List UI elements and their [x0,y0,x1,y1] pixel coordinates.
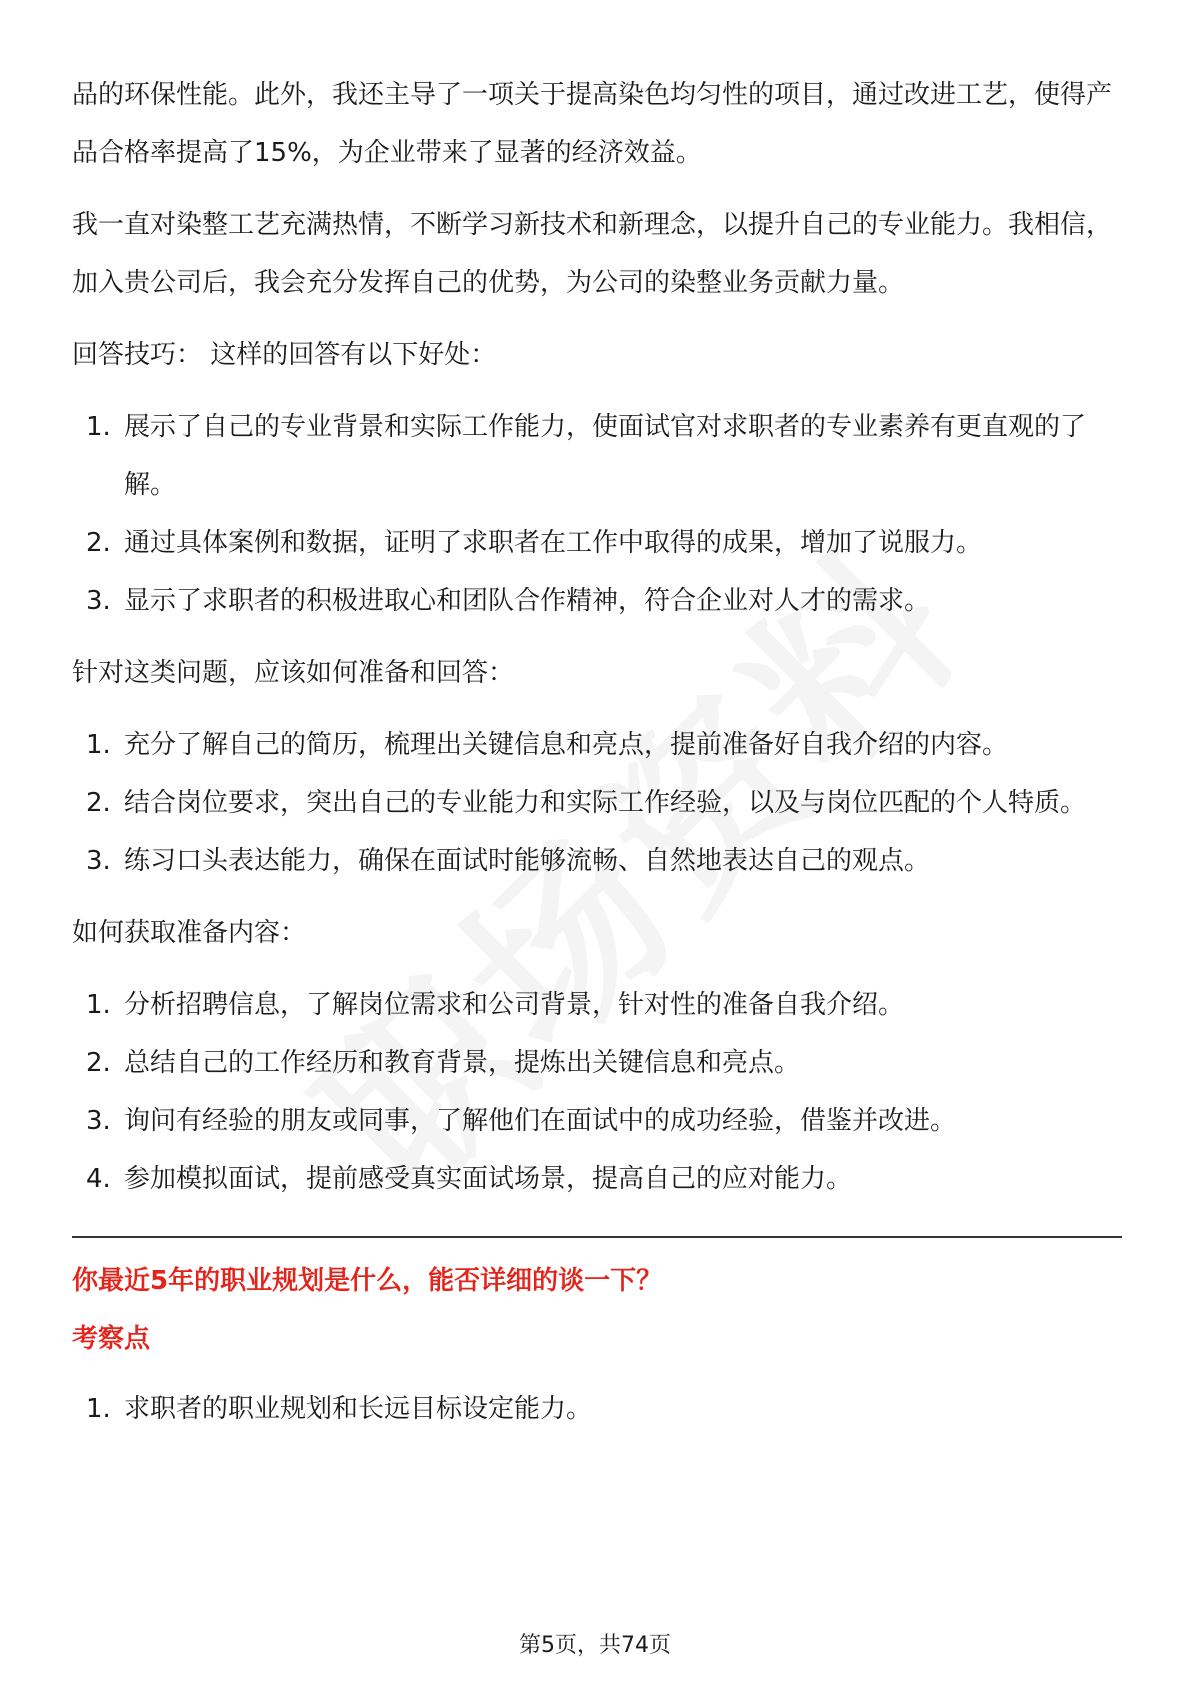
list-item: 1. 求职者的职业规划和长远目标设定能力。 [86,1394,593,1424]
obtain-heading: 如何获取准备内容： [72,918,307,948]
paragraph-intro-end: 品的环保性能。此外，我还主导了一项关于提高染色均匀性的项目，通过改进工艺，使得产品合格率提高了15%，为企业带来了显著的经济效益。 [72,80,1113,168]
paragraph-passion: 我一直对染整工艺充满热情，不断学习新技术和新理念，以提升自己的专业能力。我相信，加入贵公司后，我会充分发挥自己的优势，为公司的染整业务贡献力量。 [72,210,1113,298]
list-item: 2. 总结自己的工作经历和教育背景，提炼出关键信息和亮点。 [86,1048,801,1078]
list-item: 3. 显示了求职者的积极进取心和团队合作精神，符合企业对人才的需求。 [86,586,931,616]
page-content [72,66,1122,1438]
list-item: 1. 分析招聘信息，了解岗位需求和公司背景，针对性的准备自我介绍。 [86,990,905,1020]
list-item: 2. 结合岗位要求，突出自己的专业能力和实际工作经验，以及与岗位匹配的个人特质。 [86,788,1087,818]
list-item: 2. 通过具体案例和数据，证明了求职者在工作中取得的成果，增加了说服力。 [86,528,983,558]
list-item: 3. 练习口头表达能力，确保在面试时能够流畅、自然地表达自己的观点。 [86,846,931,876]
page-number: 第5页，共74页 [519,1633,671,1658]
obtain-list [72,976,1122,1208]
prepare-list [72,716,1122,890]
list-item: 1. 充分了解自己的简历，梳理出关键信息和亮点，提前准备好自我介绍的内容。 [86,730,1009,760]
prepare-heading: 针对这类问题，应该如何准备和回答： [72,658,515,688]
focus-heading: 考察点 [72,1324,151,1354]
answer-tips-heading: 回答技巧： 这样的回答有以下好处： [72,340,497,370]
section-divider [72,1236,1122,1238]
list-item: 4. 参加模拟面试，提前感受真实面试场景，提高自己的应对能力。 [86,1164,853,1194]
question-heading: 你最近5年的职业规划是什么，能否详细的谈一下？ [72,1266,663,1296]
list-item: 3. 询问有经验的朋友或同事，了解他们在面试中的成功经验，借鉴并改进。 [86,1106,957,1136]
focus-list [72,1380,1122,1438]
benefits-list [72,398,1122,630]
list-item: 1. 展示了自己的专业背景和实际工作能力，使面试官对求职者的专业素养有更直观的了解。 [86,412,1087,500]
